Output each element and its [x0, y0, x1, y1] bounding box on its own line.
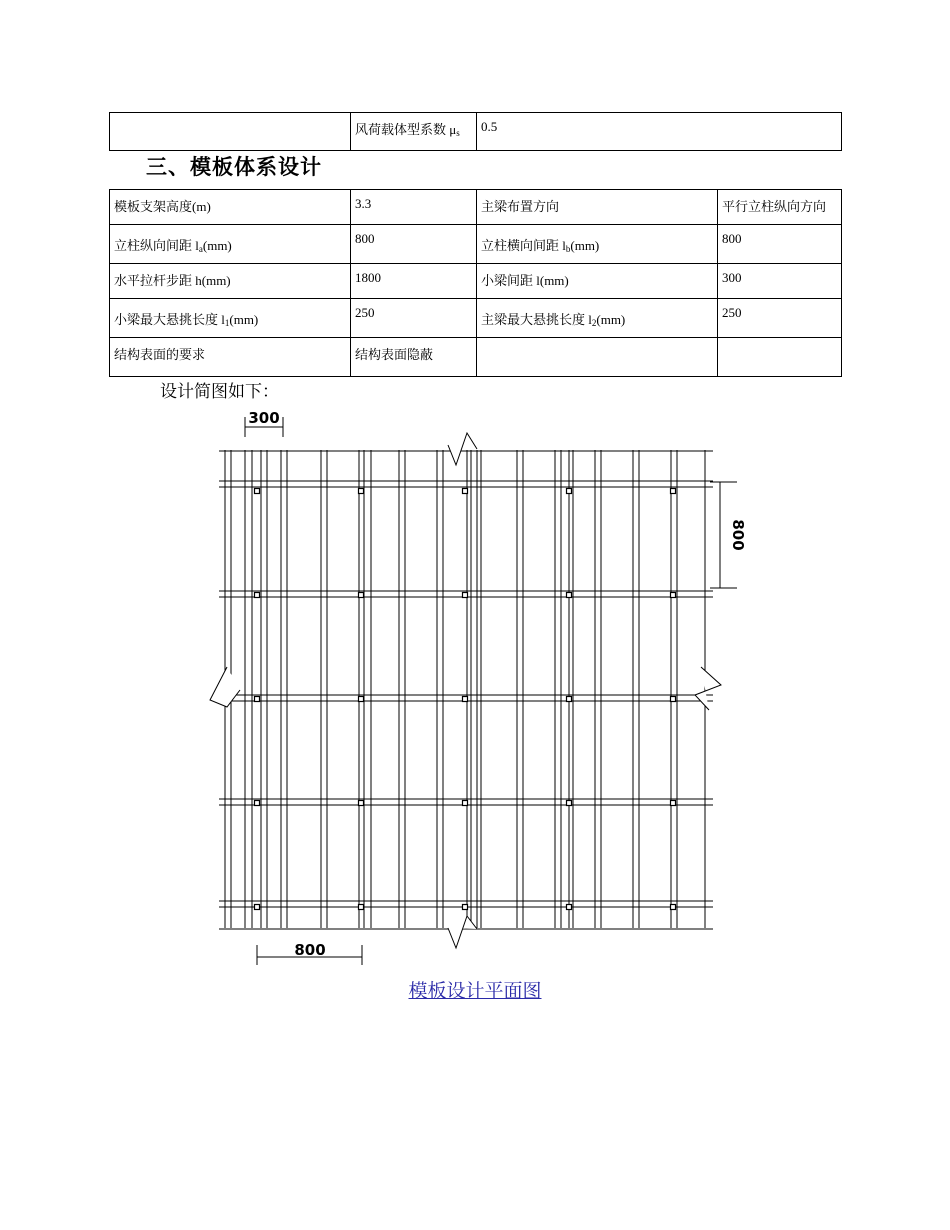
column-post	[463, 489, 468, 494]
param-label: 模板支架高度(m)	[110, 190, 351, 225]
break-mark-top	[448, 433, 477, 465]
column-post	[463, 905, 468, 910]
param-value: 300	[718, 264, 842, 299]
table-row	[110, 190, 842, 225]
column-post	[359, 801, 364, 806]
column-post	[255, 801, 260, 806]
column-post	[671, 905, 676, 910]
empty-cell	[110, 113, 351, 151]
param-label: 主梁布置方向	[477, 190, 718, 225]
dimension-label-top: 300	[248, 409, 280, 427]
column-post	[359, 905, 364, 910]
break-mark-right	[695, 667, 721, 710]
column-post	[359, 593, 364, 598]
param-label: 小梁间距 l(mm)	[477, 264, 718, 299]
intro-text: 设计简图如下：	[160, 382, 279, 401]
column-post	[567, 593, 572, 598]
formwork-plan-drawing	[205, 405, 745, 967]
column-post	[463, 697, 468, 702]
dimension-label-right: 800	[729, 519, 747, 551]
column-posts	[255, 489, 676, 910]
wind-coef-value: 0.5	[477, 113, 842, 151]
figure-caption	[0, 976, 950, 1003]
param-label: 水平拉杆步距 h(mm)	[110, 264, 351, 299]
plan-grid-lines	[219, 450, 713, 929]
param-label: 立柱横向间距 $l_b(mm)$	[477, 225, 718, 264]
table-row	[110, 299, 842, 338]
column-post	[255, 905, 260, 910]
table-row	[110, 113, 842, 151]
column-post	[671, 697, 676, 702]
param-label: 小梁最大悬挑长度 $l_1(mm)$	[110, 299, 351, 338]
column-post	[463, 801, 468, 806]
wind-load-table	[109, 112, 842, 151]
param-value: 800	[351, 225, 477, 264]
column-post	[671, 801, 676, 806]
wind-coef-label: 风荷载体型系数 $\mu_s$	[351, 113, 477, 151]
break-mark-bottom	[448, 916, 477, 948]
param-label: 主梁最大悬挑长度 $l_2(mm)$	[477, 299, 718, 338]
column-post	[567, 697, 572, 702]
param-value: 结构表面隐蔽	[351, 338, 477, 377]
param-value: 250	[718, 299, 842, 338]
column-post	[463, 593, 468, 598]
caption-link[interactable]: 模板设计平面图	[408, 981, 542, 1002]
param-label: 立柱纵向间距 $l_a(mm)$	[110, 225, 351, 264]
param-label	[477, 338, 718, 377]
param-value: 1800	[351, 264, 477, 299]
dimension-label-bottom: 800	[294, 941, 326, 959]
column-post	[359, 697, 364, 702]
column-post	[255, 697, 260, 702]
table-row	[110, 264, 842, 299]
column-post	[359, 489, 364, 494]
column-post	[567, 801, 572, 806]
column-post	[671, 593, 676, 598]
section-heading: 三、模板体系设计	[146, 155, 322, 179]
table-row	[110, 225, 842, 264]
param-label: 结构表面的要求	[110, 338, 351, 377]
dimension-lines	[245, 417, 737, 965]
table-row	[110, 338, 842, 377]
column-post	[255, 593, 260, 598]
column-post	[255, 489, 260, 494]
param-value: 3.3	[351, 190, 477, 225]
param-value	[718, 338, 842, 377]
column-post	[671, 489, 676, 494]
param-value: 平行立柱纵向方向	[718, 190, 842, 225]
param-value: 250	[351, 299, 477, 338]
column-post	[567, 905, 572, 910]
formwork-parameter-table	[109, 189, 842, 377]
param-value: 800	[718, 225, 842, 264]
column-post	[567, 489, 572, 494]
